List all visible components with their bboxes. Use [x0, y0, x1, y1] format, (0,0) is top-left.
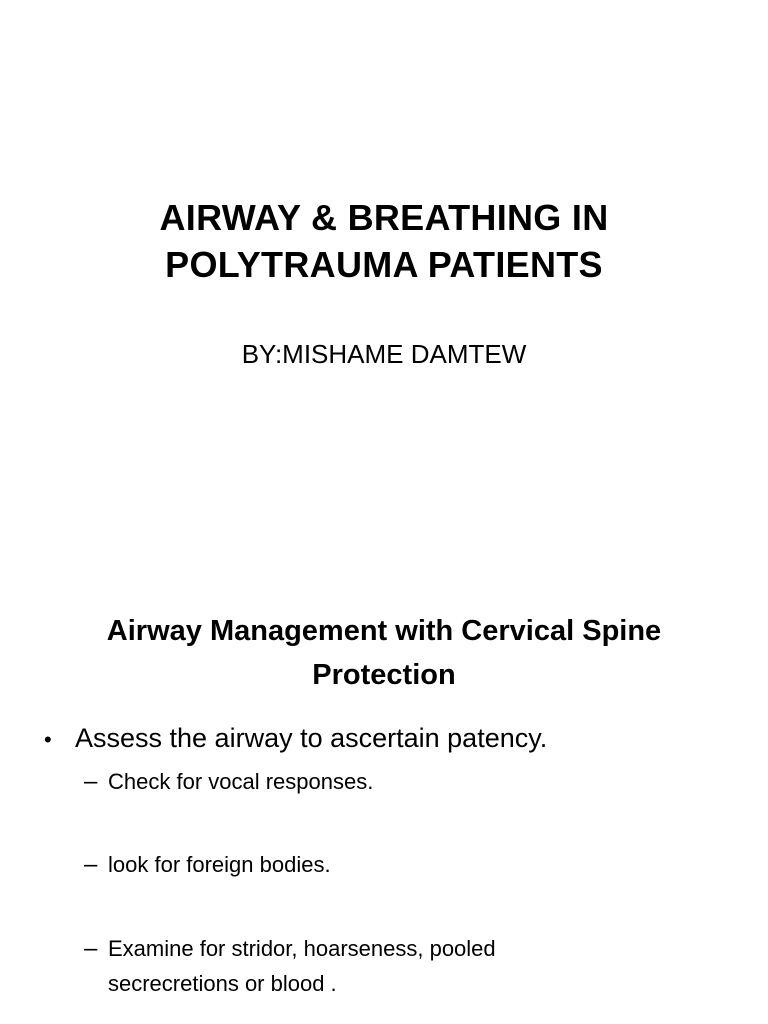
- sub-bullet-text: [108, 764, 724, 799]
- sub-bullet-line: look for foreign bodies.: [108, 852, 331, 877]
- bullet-text: Assess the airway to ascertain patency.: [75, 723, 548, 753]
- sub-bullet-line: secrecretions or blood .: [108, 971, 337, 996]
- sub-bullet-line: Check for vocal responses.: [108, 769, 374, 794]
- sub-bullet-text: [108, 847, 724, 882]
- dash-marker: –: [84, 935, 98, 962]
- sub-bullet-item: [84, 764, 724, 799]
- slide-title-line-1: Airway Management with Cervical Spine: [106, 615, 662, 647]
- sub-bullet-item: [84, 931, 724, 1001]
- bullet-item: [44, 720, 547, 758]
- presentation-title-line-1: AIRWAY & BREATHING IN: [159, 197, 609, 238]
- author-subtitle: BY:MISHAME DAMTEW: [241, 339, 527, 369]
- dash-marker: –: [84, 851, 98, 878]
- sub-bullet-line: Examine for stridor, hoarseness, pooled: [108, 936, 496, 961]
- content-slide: [0, 576, 768, 1024]
- presentation-title-line-2: POLYTRAUMA PATIENTS: [165, 244, 603, 285]
- sub-bullet-text: [108, 931, 724, 1001]
- sub-bullet-item: [84, 847, 724, 882]
- slide-title-line-2: Protection: [312, 659, 456, 691]
- slide-title: [0, 609, 768, 697]
- bullet-marker: •: [44, 727, 52, 752]
- presentation-title: [0, 194, 768, 288]
- dash-marker: –: [84, 768, 98, 795]
